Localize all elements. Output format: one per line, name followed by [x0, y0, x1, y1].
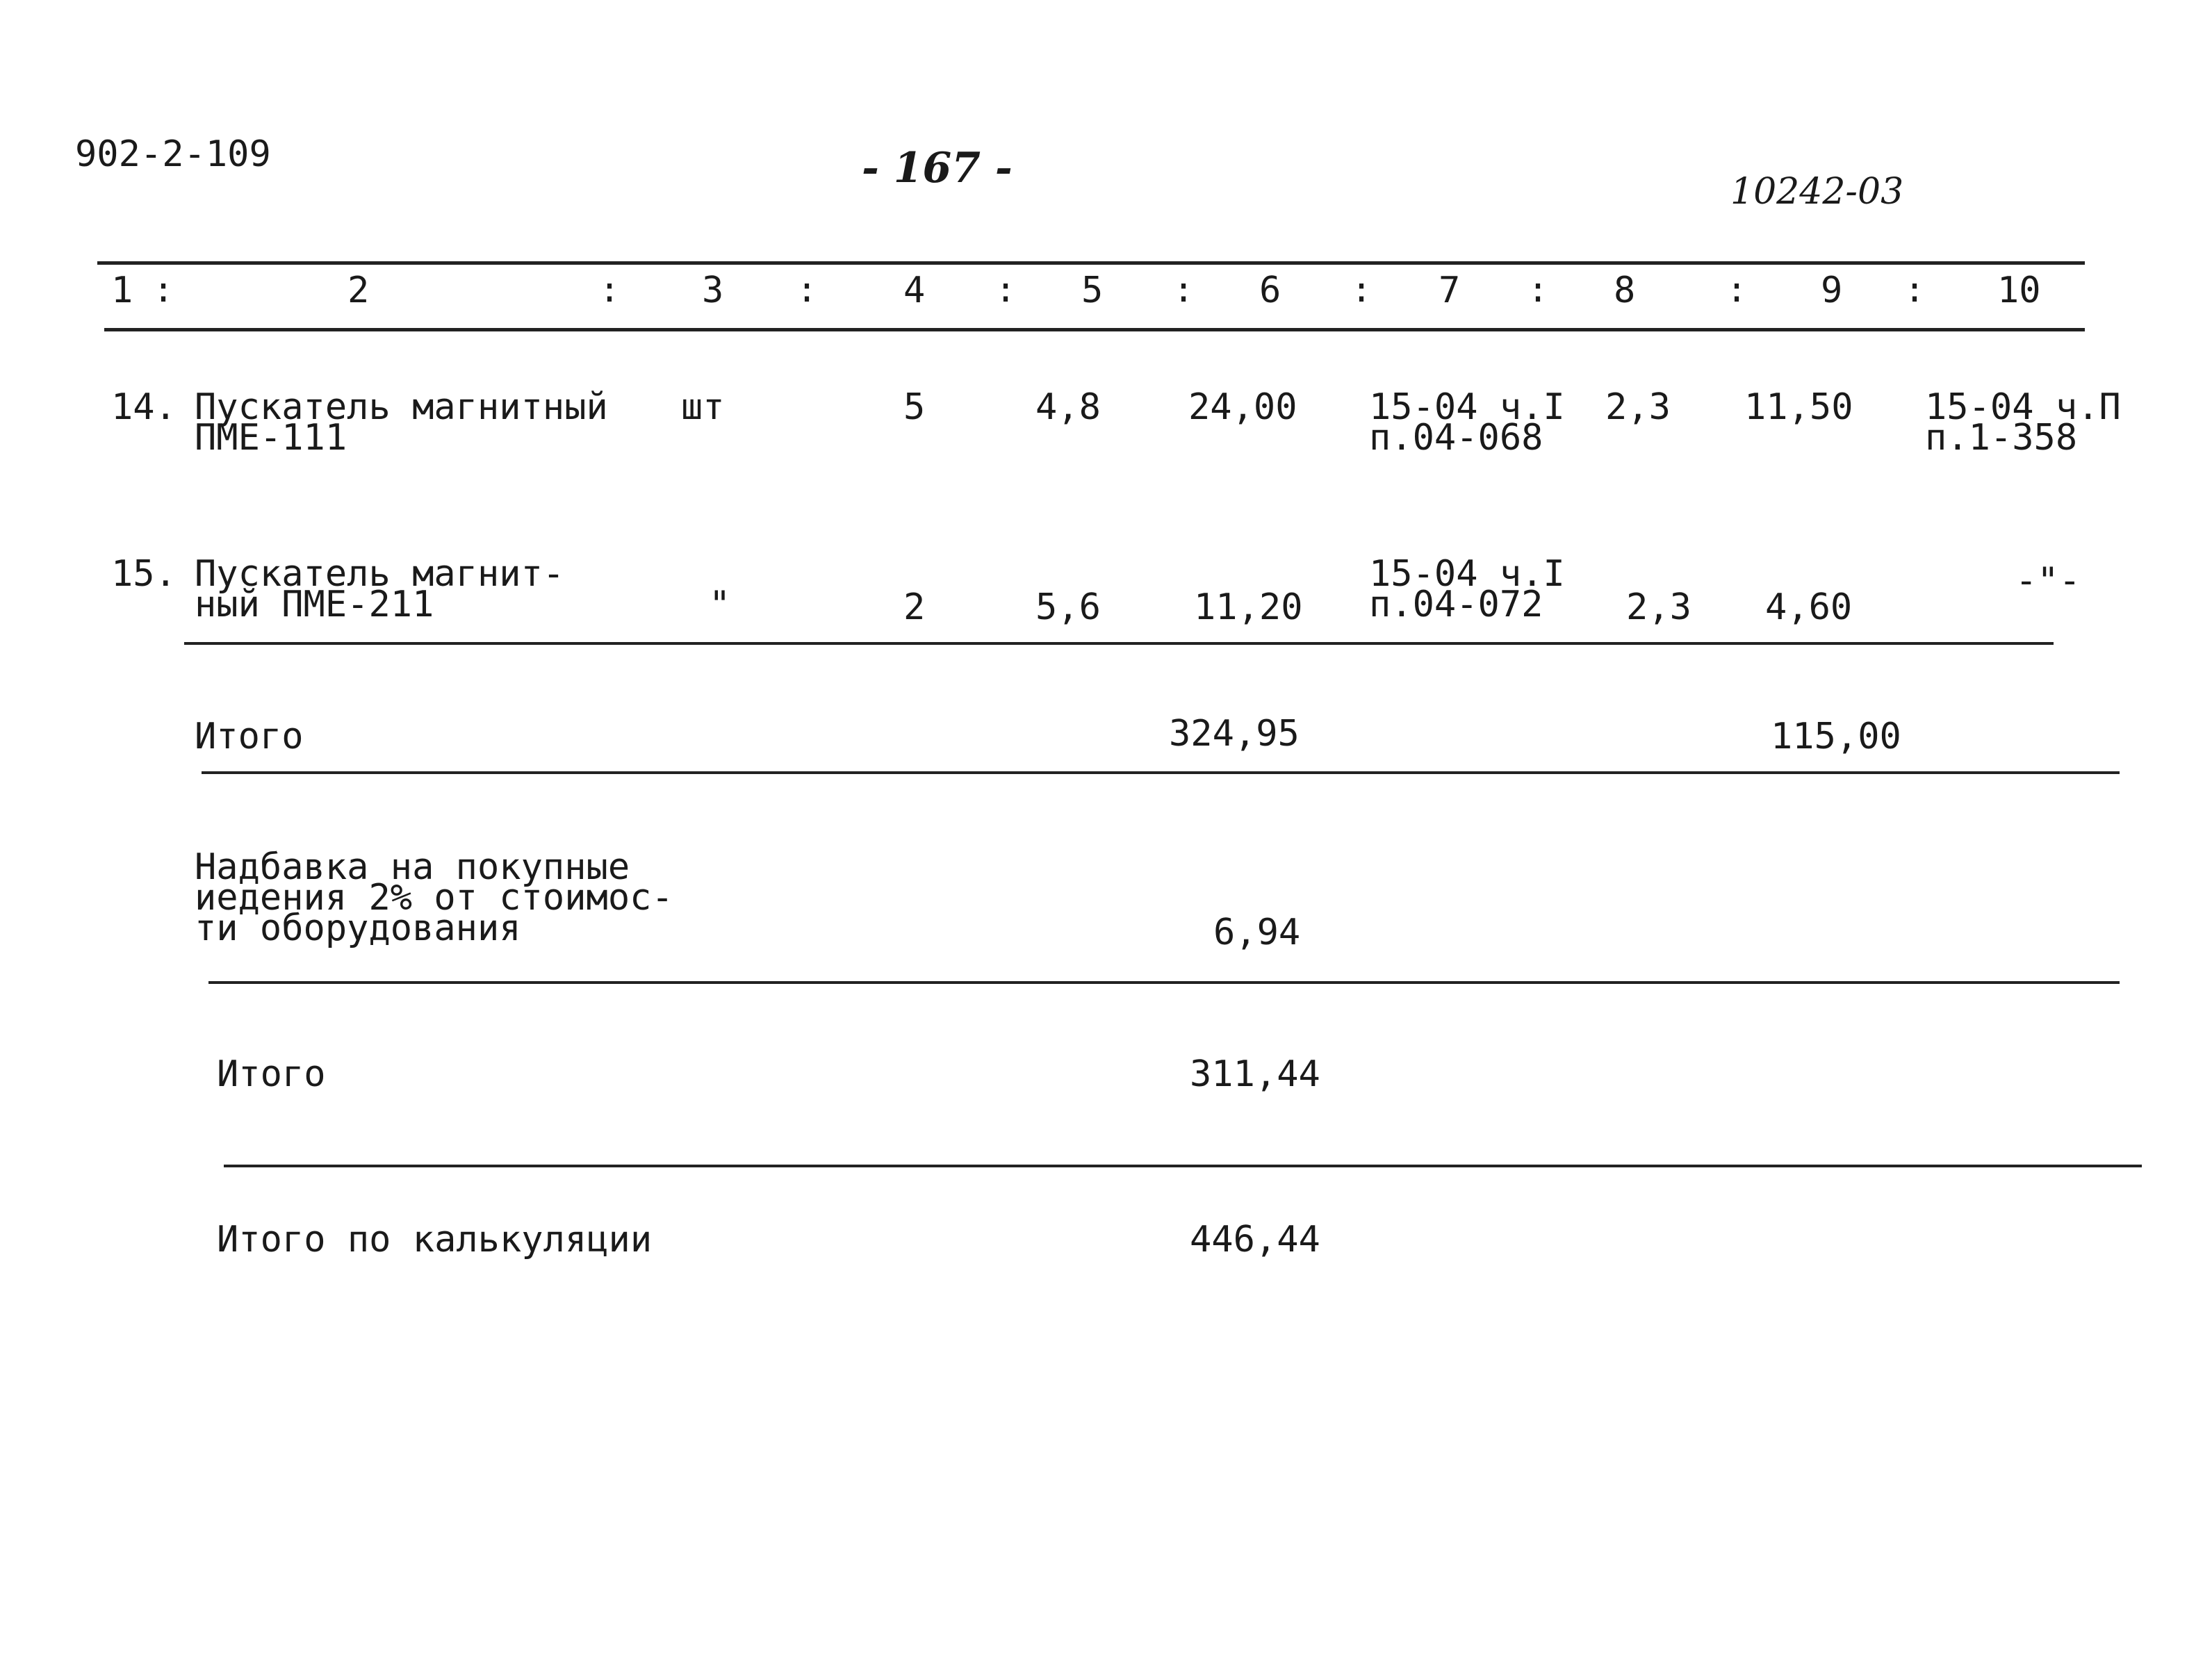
column-separator: :: [153, 270, 174, 310]
item-reference2-line1: 15-04 ч.П: [1925, 386, 2121, 428]
subtotal-rule: [202, 771, 2120, 774]
column-header-6: 6: [1259, 270, 1281, 311]
markup-label-line3: ти оборудования: [195, 907, 521, 949]
column-separator: :: [1904, 270, 1926, 310]
total-label: Итого: [217, 1053, 326, 1095]
item-unit: шт: [681, 386, 725, 428]
column-separator: :: [1527, 270, 1549, 310]
reference-code: 10242-03: [1730, 171, 1904, 213]
item-reference-line1: 15-04 ч.I: [1369, 553, 1565, 595]
column-separator: :: [599, 270, 621, 310]
item-name-line1: Пускатель магнитный: [195, 386, 608, 428]
item-reference-line1: 15-04 ч.I: [1369, 386, 1565, 428]
item-reference2-line2: п.1-358: [1925, 417, 2078, 459]
column-header-4: 4: [903, 270, 926, 311]
column-separator: :: [1351, 270, 1373, 310]
subtotal-value: 324,95: [1169, 713, 1300, 755]
item-quantity: 2: [903, 586, 926, 628]
column-header-1: 1: [111, 270, 133, 311]
item-labor-total: 11,50: [1744, 386, 1853, 428]
item-quantity: 5: [903, 386, 926, 428]
header-top-rule: [97, 261, 2085, 265]
item-price: 5,6: [1035, 586, 1101, 628]
column-header-10: 10: [1997, 270, 2041, 311]
column-header-9: 9: [1821, 270, 1843, 311]
subtotal-labor: 115,00: [1771, 716, 1901, 757]
item-unit: ": [709, 584, 731, 625]
markup-rule: [208, 981, 2120, 984]
subtotal-label: Итого: [195, 716, 304, 757]
grand-total-label: Итого по калькуляции: [217, 1219, 653, 1260]
column-separator: :: [796, 270, 818, 310]
item-labor-total: 4,60: [1765, 586, 1853, 628]
column-separator: :: [1173, 270, 1195, 310]
item-labor: 2,3: [1605, 386, 1671, 428]
rows-bottom-rule: [184, 642, 2054, 645]
total-value: 311,44: [1190, 1053, 1320, 1095]
header-bottom-rule: [104, 328, 2085, 331]
markup-value: 6,94: [1213, 912, 1301, 953]
column-header-3: 3: [702, 270, 724, 311]
item-price: 4,8: [1035, 386, 1101, 428]
item-reference2-ditto: -"-: [2015, 560, 2081, 602]
markup-label-line2: иедения 2% от стоимос-: [195, 877, 673, 919]
item-reference-line2: п.04-072: [1369, 584, 1543, 625]
document-code: 902-2-109: [75, 133, 271, 175]
item-labor: 2,3: [1626, 586, 1691, 628]
item-total: 24,00: [1188, 386, 1297, 428]
column-separator: :: [1726, 270, 1748, 310]
total-rule: [224, 1165, 2142, 1167]
item-name-line2: ПМЕ-111: [195, 417, 347, 459]
item-name-line2: ный ПМЕ-211: [195, 584, 434, 625]
grand-total-value: 446,44: [1190, 1219, 1320, 1260]
item-name-line1: Пускатель магнит-: [195, 553, 565, 595]
column-separator: :: [995, 270, 1017, 310]
column-header-7: 7: [1439, 270, 1461, 311]
column-header-2: 2: [347, 270, 370, 311]
column-header-8: 8: [1614, 270, 1636, 311]
item-total: 11,20: [1194, 586, 1303, 628]
row-number: 15.: [111, 553, 177, 595]
row-number: 14.: [111, 386, 177, 428]
page-number: - 167 -: [862, 144, 1013, 192]
markup-label-line1: Надбавка на покупные: [195, 846, 630, 888]
item-reference-line2: п.04-068: [1369, 417, 1543, 459]
column-header-5: 5: [1081, 270, 1104, 311]
